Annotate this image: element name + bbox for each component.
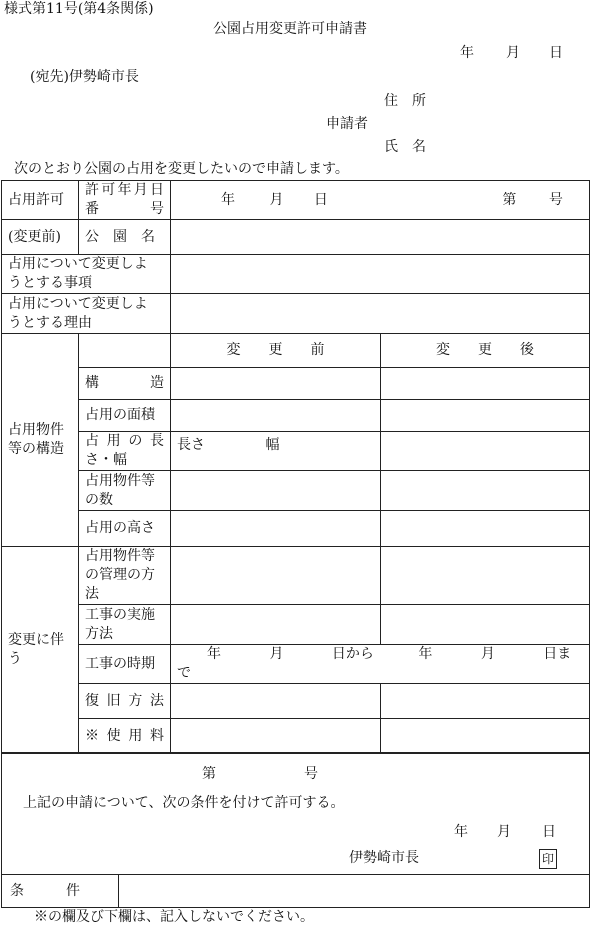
column-before: 変 更 前 <box>171 334 381 368</box>
column-header-blank <box>79 334 171 368</box>
approval-box <box>1 752 590 908</box>
construction-method-label: 工事の実施 方法 <box>79 605 171 645</box>
change-matter-field[interactable] <box>171 255 590 294</box>
length-width-label: 占用の長 さ・幅 <box>79 432 171 471</box>
construction-period-field[interactable]: 年 月 日から 年 月 日まで <box>171 645 590 684</box>
park-name-row <box>2 220 590 255</box>
area-after-field[interactable] <box>381 400 590 432</box>
restoration-label: 復 旧 方 法 <box>79 684 171 719</box>
before-change-label: (変更前) <box>2 220 79 255</box>
approval-year: 年 <box>454 824 468 840</box>
count-row <box>2 471 590 511</box>
permit-label: 占用許可 <box>2 181 79 220</box>
date-day-label: 日 <box>549 45 563 61</box>
management-after-field[interactable] <box>381 547 590 605</box>
change-matter-row <box>2 255 590 294</box>
height-label: 占用の高さ <box>79 511 171 547</box>
conditions-column-divider <box>118 874 119 907</box>
address-label: 住 所 <box>384 93 426 109</box>
intro-text: 次のとおり公園の占用を変更したいので申請します。 <box>14 161 349 177</box>
width-text: 幅 <box>265 437 280 453</box>
seal-icon: 印 <box>539 849 557 869</box>
area-label: 占用の面積 <box>79 400 171 432</box>
length-width-before-field[interactable] <box>171 432 381 471</box>
structure-group-label: 占用物件 等の構造 <box>2 334 79 547</box>
restoration-after-field[interactable] <box>381 684 590 719</box>
approval-no-suffix: 号 <box>304 766 318 782</box>
change-reason-field[interactable] <box>171 294 590 334</box>
park-name-label: 公 園 名 <box>79 220 171 255</box>
addressee: (宛先)伊勢崎市長 <box>30 69 139 85</box>
permit-row <box>2 181 590 220</box>
date-month-label: 月 <box>506 45 520 61</box>
restoration-before-field[interactable] <box>171 684 381 719</box>
column-after: 変 更 後 <box>381 334 590 368</box>
management-row <box>2 547 590 605</box>
document-title: 公園占用変更許可申請書 <box>213 21 367 37</box>
fee-row <box>2 719 590 754</box>
approval-no-prefix: 第 <box>202 766 216 782</box>
management-label: 占用物件等 の管理の方 法 <box>79 547 171 605</box>
length-width-after-field[interactable] <box>381 432 590 471</box>
approval-month: 月 <box>497 824 511 840</box>
management-before-field[interactable] <box>171 547 381 605</box>
structure-label: 構 造 <box>79 368 171 400</box>
height-after-field[interactable] <box>381 511 590 547</box>
approval-statement: 上記の申請について、次の条件を付けて許可する。 <box>23 795 345 811</box>
park-name-field[interactable] <box>171 220 590 255</box>
approval-day: 日 <box>542 824 556 840</box>
date-year-label: 年 <box>460 45 474 61</box>
fee-label: ※ 使 用 料 <box>79 719 171 754</box>
fee-before-field[interactable] <box>171 719 381 754</box>
permit-date-number-label: 許可年月日 番 号 <box>79 181 171 220</box>
count-before-field[interactable] <box>171 471 381 511</box>
restoration-row <box>2 684 590 719</box>
fee-after-field[interactable] <box>381 719 590 754</box>
change-reason-label: 占用について変更しよ うとする理由 <box>2 294 171 334</box>
construction-method-after-field[interactable] <box>381 605 590 645</box>
length-width-row <box>2 432 590 471</box>
count-label: 占用物件等 の数 <box>79 471 171 511</box>
length-text: 長さ <box>177 437 205 453</box>
name-label: 氏 名 <box>384 139 426 155</box>
accompany-group-label: 変更に伴 う <box>2 547 79 754</box>
structure-after-field[interactable] <box>381 368 590 400</box>
form-number: 様式第11号(第4条関係) <box>4 1 154 17</box>
structure-row <box>2 368 590 400</box>
area-row <box>2 400 590 432</box>
change-matter-label: 占用について変更しよ うとする事項 <box>2 255 171 294</box>
application-table <box>1 180 590 754</box>
structure-before-field[interactable] <box>171 368 381 400</box>
applicant-label: 申請者 <box>326 116 368 132</box>
change-reason-row <box>2 294 590 334</box>
construction-period-label: 工事の時期 <box>79 645 171 684</box>
area-before-field[interactable] <box>171 400 381 432</box>
height-before-field[interactable] <box>171 511 381 547</box>
height-row <box>2 511 590 547</box>
permit-date-number-field[interactable]: 年 月 日 第 号 <box>171 181 590 220</box>
conditions-label: 条 件 <box>10 883 80 899</box>
conditions-field[interactable] <box>120 875 588 906</box>
construction-method-row <box>2 605 590 645</box>
footnote: ※の欄及び下欄は、記入しないでください。 <box>34 909 314 925</box>
construction-method-before-field[interactable] <box>171 605 381 645</box>
column-header-row <box>2 334 590 368</box>
approval-mayor: 伊勢崎市長 <box>349 850 419 866</box>
count-after-field[interactable] <box>381 471 590 511</box>
construction-period-row <box>2 645 590 684</box>
